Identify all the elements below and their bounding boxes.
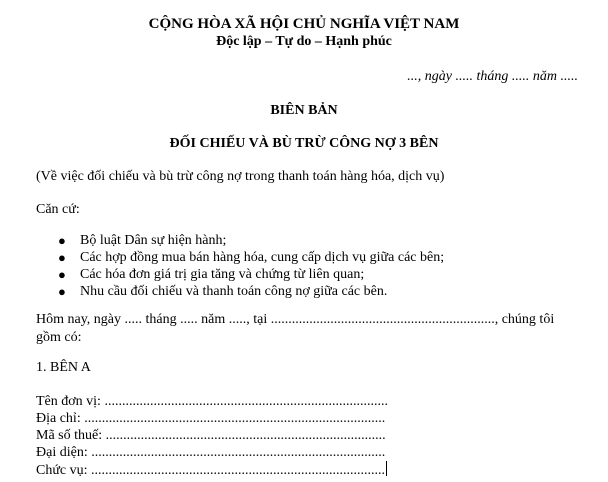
field-position-row[interactable] — [36, 461, 388, 479]
bullet-icon: ● — [58, 284, 66, 299]
basis-list — [56, 232, 444, 300]
basis-item-text: Bộ luật Dân sự hiện hành; — [80, 233, 227, 248]
document-subtitle: ĐỐI CHIẾU VÀ BÙ TRỪ CÔNG NỢ 3 BÊN — [169, 136, 439, 151]
party-a-fields — [36, 393, 388, 479]
list-item — [56, 232, 444, 249]
basis-label: Căn cứ: — [36, 202, 80, 217]
field-position[interactable]: Chức vụ: .................................................................................... — [36, 463, 386, 478]
document-subject: (Về việc đối chiếu và bù trừ công nợ trong thanh toán hàng hóa, dịch vụ) — [36, 169, 445, 184]
field-address[interactable]: Địa chỉ: ...................................................................................... — [36, 411, 386, 426]
bullet-icon: ● — [58, 250, 66, 265]
national-title: CỘNG HÒA XÃ HỘI CHỦ NGHĨA VIỆT NAM — [148, 16, 460, 32]
document-title: BIÊN BẢN — [270, 103, 338, 118]
basis-item-text: Nhu cầu đối chiếu và thanh toán công nợ giữa các bên. — [80, 284, 388, 299]
list-item — [56, 266, 444, 283]
text-cursor — [386, 461, 387, 476]
date-line: ..., ngày ..... tháng ..... năm ..... — [407, 69, 578, 84]
list-item — [56, 283, 444, 300]
field-representative[interactable]: Đại diện: .................................................................................... — [36, 445, 386, 460]
list-item — [56, 249, 444, 266]
bullet-icon: ● — [58, 267, 66, 282]
national-motto: Độc lập – Tự do – Hạnh phúc — [216, 34, 392, 49]
meeting-intro: Hôm nay, ngày ..... tháng ..... năm ....., tại ................................................................, chúng tôi gồm có: — [36, 312, 555, 345]
basis-item-text: Các hóa đơn giá trị gia tăng và chứng từ liên quan; — [80, 267, 365, 282]
basis-item-text: Các hợp đồng mua bán hàng hóa, cung cấp dịch vụ giữa các bên; — [80, 250, 445, 265]
field-tax-code[interactable]: Mã số thuế: ................................................................................ — [36, 428, 386, 443]
bullet-icon: ● — [58, 233, 66, 248]
field-unit-name[interactable]: Tên đơn vị: ................................................................................. — [36, 394, 388, 409]
party-a-heading: 1. BÊN A — [36, 360, 91, 375]
